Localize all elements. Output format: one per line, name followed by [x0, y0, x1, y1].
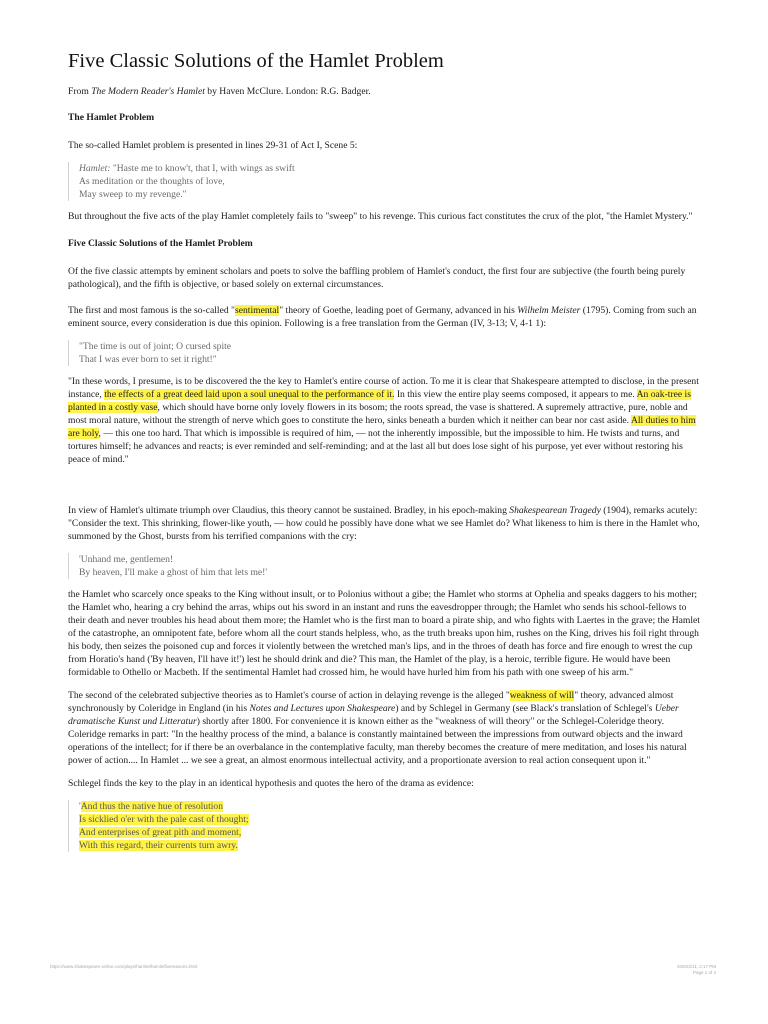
paragraph — [68, 504, 704, 543]
quote-line: That I was ever born to set it right!" — [79, 354, 217, 365]
highlight: weakness of will — [509, 690, 575, 701]
quote-line: By heaven, I'll make a ghost of him that lets me!' — [79, 567, 268, 578]
page-title: Five Classic Solutions of the Hamlet Problem — [68, 50, 444, 72]
text: ) shortly after 1800. For convenience it is known either as the "weakness of will theory" or the Schlegel-Coleridge theory. Coleridge remarks in part: "In the healthy process of the mind, a balance is constantly maintained between the impressions from outward objects and the inward operations of the intellect; for if there be an overbalance in the contemplative faculty, man thereby becomes the creature of mere meditation, and loses his natural power of action.... In Hamlet ... we see a great, an almost enormous intellectual activity, and a proportionate aversion to real action consequent upon it." — [68, 716, 687, 766]
quote-line: As meditation or the thoughts of love, — [79, 176, 225, 187]
text: (1904), remarks acutely: "Consider the text. This shrinking, flower-like youth, — how could he possibly have done what we see Hamlet do? What likeness to him is there in the Hamlet who, summoned by the Ghost, bursts from his terrified companions with the cry: — [68, 505, 700, 542]
text: In view of Hamlet's ultimate triumph over Claudius, this theory cannot be sustained. Bradley, in his epoch-making — [68, 505, 510, 516]
quote-line: "The time is out of joint; O cursed spite — [79, 341, 232, 352]
source-prefix: From — [68, 86, 92, 97]
paragraph: Of the five classic attempts by eminent scholars and poets to solve the baffling problem of Hamlet's conduct, the first four are subjective (the fourth being purely pathological), and the fifth is objective, or based solely on external circumstances. — [68, 266, 686, 290]
quote-line — [79, 800, 704, 813]
footer-url: https://www.shakespeare-online.com/plays/hamlet/hamletfivereasons.html — [50, 964, 198, 969]
article — [68, 50, 704, 861]
quote-speaker: Hamlet: — [79, 163, 111, 174]
book-title: Wilhelm Meister — [517, 305, 581, 316]
footer-date: 2020/3/11, 2:17 PM — [677, 964, 716, 969]
paragraph: Schlegel finds the key to the play in an identical hypothesis and quotes the hero of the drama as evidence: — [68, 778, 474, 789]
footer-meta — [677, 964, 716, 976]
paragraph: the Hamlet who scarcely once speaks to the King without insult, or to Polonius without a gibe; the Hamlet who storms at Ophelia and speaks daggers to his mother; the Hamlet who, hearing a cry behind the arras, whips out his sword in an instant and runs the eavesdropper through; the Hamlet who sends his school-fellows to their death and never troubles his head about them more; the Hamlet who is the first man to board a pirate ship, and who fights with Laertes in the grave; the Hamlet of the catastrophe, an omnipotent fate, before whom all the court stands helpless, who, as the truth breaks upon him, rushes on the King, drives his foil right through his body, then seizes the poisoned cup and forces it violently between the wretched man's lips, and in the throes of death has force and fire enough to wrest the cup from Horatio's hand ('By heaven, I'll have it!') lest he should drink and die? This man, the Hamlet of the play, is a heroic, terrible figure. He would have been formidable to Othello or Macbeth. If the sentimental Hamlet had crossed him, he would have hurled him from his path with one sweep of his arm." — [68, 589, 700, 678]
text: The first and most famous is the so-called " — [68, 305, 235, 316]
quote-text: "Haste me to know't, that I, with wings as swift — [110, 163, 295, 174]
blockquote — [68, 162, 704, 201]
highlight: Is sicklied o'er with the pale cast of thought; — [79, 814, 249, 825]
paragraph — [68, 689, 704, 767]
book-title: Notes and Lectures upon Shakespeare — [249, 703, 396, 714]
source-book: The Modern Reader's Hamlet — [91, 86, 205, 97]
paragraph: The so-called Hamlet problem is presented in lines 29-31 of Act I, Scene 5: — [68, 140, 358, 151]
paragraph: But throughout the five acts of the play Hamlet completely fails to "sweep" to his revenge. This curious fact constitutes the crux of the plot, "the Hamlet Mystery." — [68, 211, 693, 222]
spacer — [68, 476, 704, 504]
quote-line — [79, 162, 704, 175]
source-suffix: by Haven McClure. London: R.G. Badger. — [204, 86, 371, 97]
section-heading: The Hamlet Problem — [68, 112, 155, 123]
text: , which should have borne only lovely flowers in its bosom; the roots spread, the vase is shattered. A supremely attractive, pure, noble and most moral nature, without the strength of nerve which goes to constitute the hero, sinks beneath a burden which it neither can bear nor cast aside. — [68, 402, 688, 426]
source-line — [68, 85, 704, 98]
highlight: An oak-tree is planted in a costly vase — [68, 389, 691, 413]
blockquote — [68, 340, 704, 366]
highlight: And enterprises of great pith and moment, — [79, 827, 242, 838]
footer-page: Page 1 of 4 — [692, 970, 716, 975]
highlight: All duties to him are holy — [68, 415, 696, 439]
book-title: Ueber dramatische Kunst und Litteratur — [68, 703, 679, 727]
paragraph — [68, 375, 704, 466]
text: (1795). Coming from such an eminent source, every consideration is due this opinion. Following is a free translation from the German (IV, 3-13; V, 4-1 1): — [68, 305, 697, 329]
quote-line — [79, 839, 704, 852]
quote-line — [79, 813, 704, 826]
text: ) and by Schlegel in Germany (see Black's translation of Schlegel's — [395, 703, 655, 714]
quote-mark: ' — [79, 801, 81, 812]
highlight: the effects of a great deed laid upon a soul unequal to the performance of it. — [104, 389, 395, 400]
text: , — this one too hard. That which is impossible is required of him, — not the inherently impossible, but the impossible to him. He twists and turns, and tortures himself; he advances and reacts; is ever reminded and self-reminding; and at the last all but does lose sight of his purpose, yet ever without restoring his peace of mind." — [68, 428, 683, 465]
text: In this view the entire play seems composed, it appears to me. — [394, 389, 637, 400]
text: "In these words, I presume, is to be discovered the the key to Hamlet's entire course of action. To me it is clear that Shakespeare attempted to disclose, in the present instance, — [68, 376, 699, 400]
text: The second of the celebrated subjective theories as to Hamlet's course of action in delaying revenge is the alleged " — [68, 690, 510, 701]
section-heading: Five Classic Solutions of the Hamlet Problem — [68, 238, 253, 249]
text: " theory of Goethe, leading poet of Germany, advanced in his — [279, 305, 518, 316]
highlight: And thus the native hue of resolution — [80, 801, 224, 812]
quote-line: 'Unhand me, gentlemen! — [79, 554, 174, 565]
text: " theory, advanced almost synchronously by Coleridge in England (in his — [68, 690, 674, 714]
blockquote — [68, 553, 704, 579]
quote-line — [79, 826, 704, 839]
quote-line: May sweep to my revenge." — [79, 189, 187, 200]
highlight: With this regard, their currents turn awry. — [79, 840, 238, 851]
paragraph — [68, 304, 704, 330]
book-title: Shakespearean Tragedy — [509, 505, 601, 516]
highlight: sentimental — [234, 305, 280, 316]
blockquote-highlighted — [68, 800, 704, 852]
